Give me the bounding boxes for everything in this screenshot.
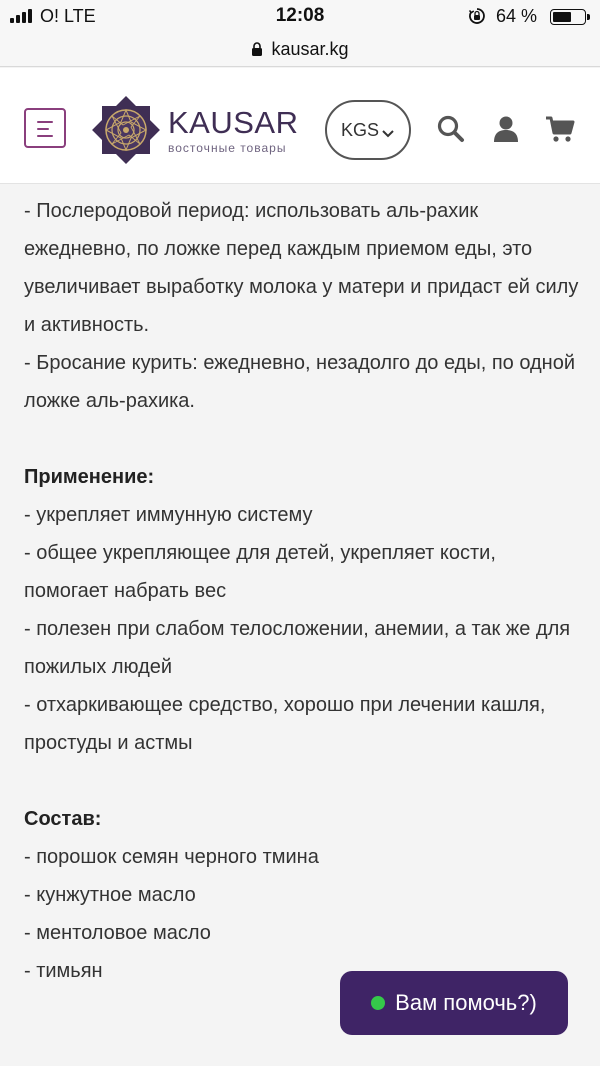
status-bar [0,0,600,32]
usage-heading: Применение: [24,466,155,488]
site-header [0,68,600,184]
online-status-icon [371,996,385,1010]
usage-item: - укрепляет иммунную систему [24,504,313,526]
product-description [24,192,580,990]
user-icon[interactable] [491,114,521,144]
description-paragraph: - Послеродовой период: использовать аль-рахик ежедневно, по ложке перед каждым приемом еды, это увеличивает выработку молока у матери и придаст ей силу и активность. [24,200,579,336]
composition-item: - кунжутное масло [24,884,196,906]
url-text: kausar.kg [271,38,349,59]
site-logo[interactable] [90,94,298,166]
currency-label: KGS [340,119,379,140]
cart-icon[interactable] [545,114,575,144]
usage-item: - отхаркивающее средство, хорошо при лечении кашля, простуды и астмы [24,694,546,754]
chat-help-button[interactable] [340,971,568,1035]
usage-item: - полезен при слабом телосложении, анемии, а так же для пожилых людей [24,618,571,678]
battery-percent: 64 % [496,6,538,26]
address-bar[interactable] [0,32,600,67]
padlock-icon [251,42,263,56]
currency-selector[interactable] [325,100,411,160]
brand-tagline: восточные товары [168,141,287,155]
brand-name: KAUSAR [168,105,299,140]
logo-mark-icon [90,94,162,166]
chevron-down-icon [381,129,395,139]
battery-icon [550,9,586,25]
composition-item: - порошок семян черного тмина [24,846,319,868]
status-time: 12:08 [275,5,325,26]
rotation-lock-icon [468,7,486,25]
chat-label: Вам помочь?) [395,990,537,1015]
composition-item: - ментоловое масло [24,922,211,944]
menu-button[interactable] [24,108,66,148]
composition-heading: Состав: [24,808,102,830]
carrier-label: O! LTE [40,6,96,26]
search-icon[interactable] [436,114,466,144]
usage-item: - общее укрепляющее для детей, укрепляет кости, помогает набрать вес [24,542,496,602]
composition-item: - тимьян [24,960,103,982]
description-paragraph: - Бросание курить: ежедневно, незадолго до еды, по одной ложке аль-рахика. [24,352,576,412]
